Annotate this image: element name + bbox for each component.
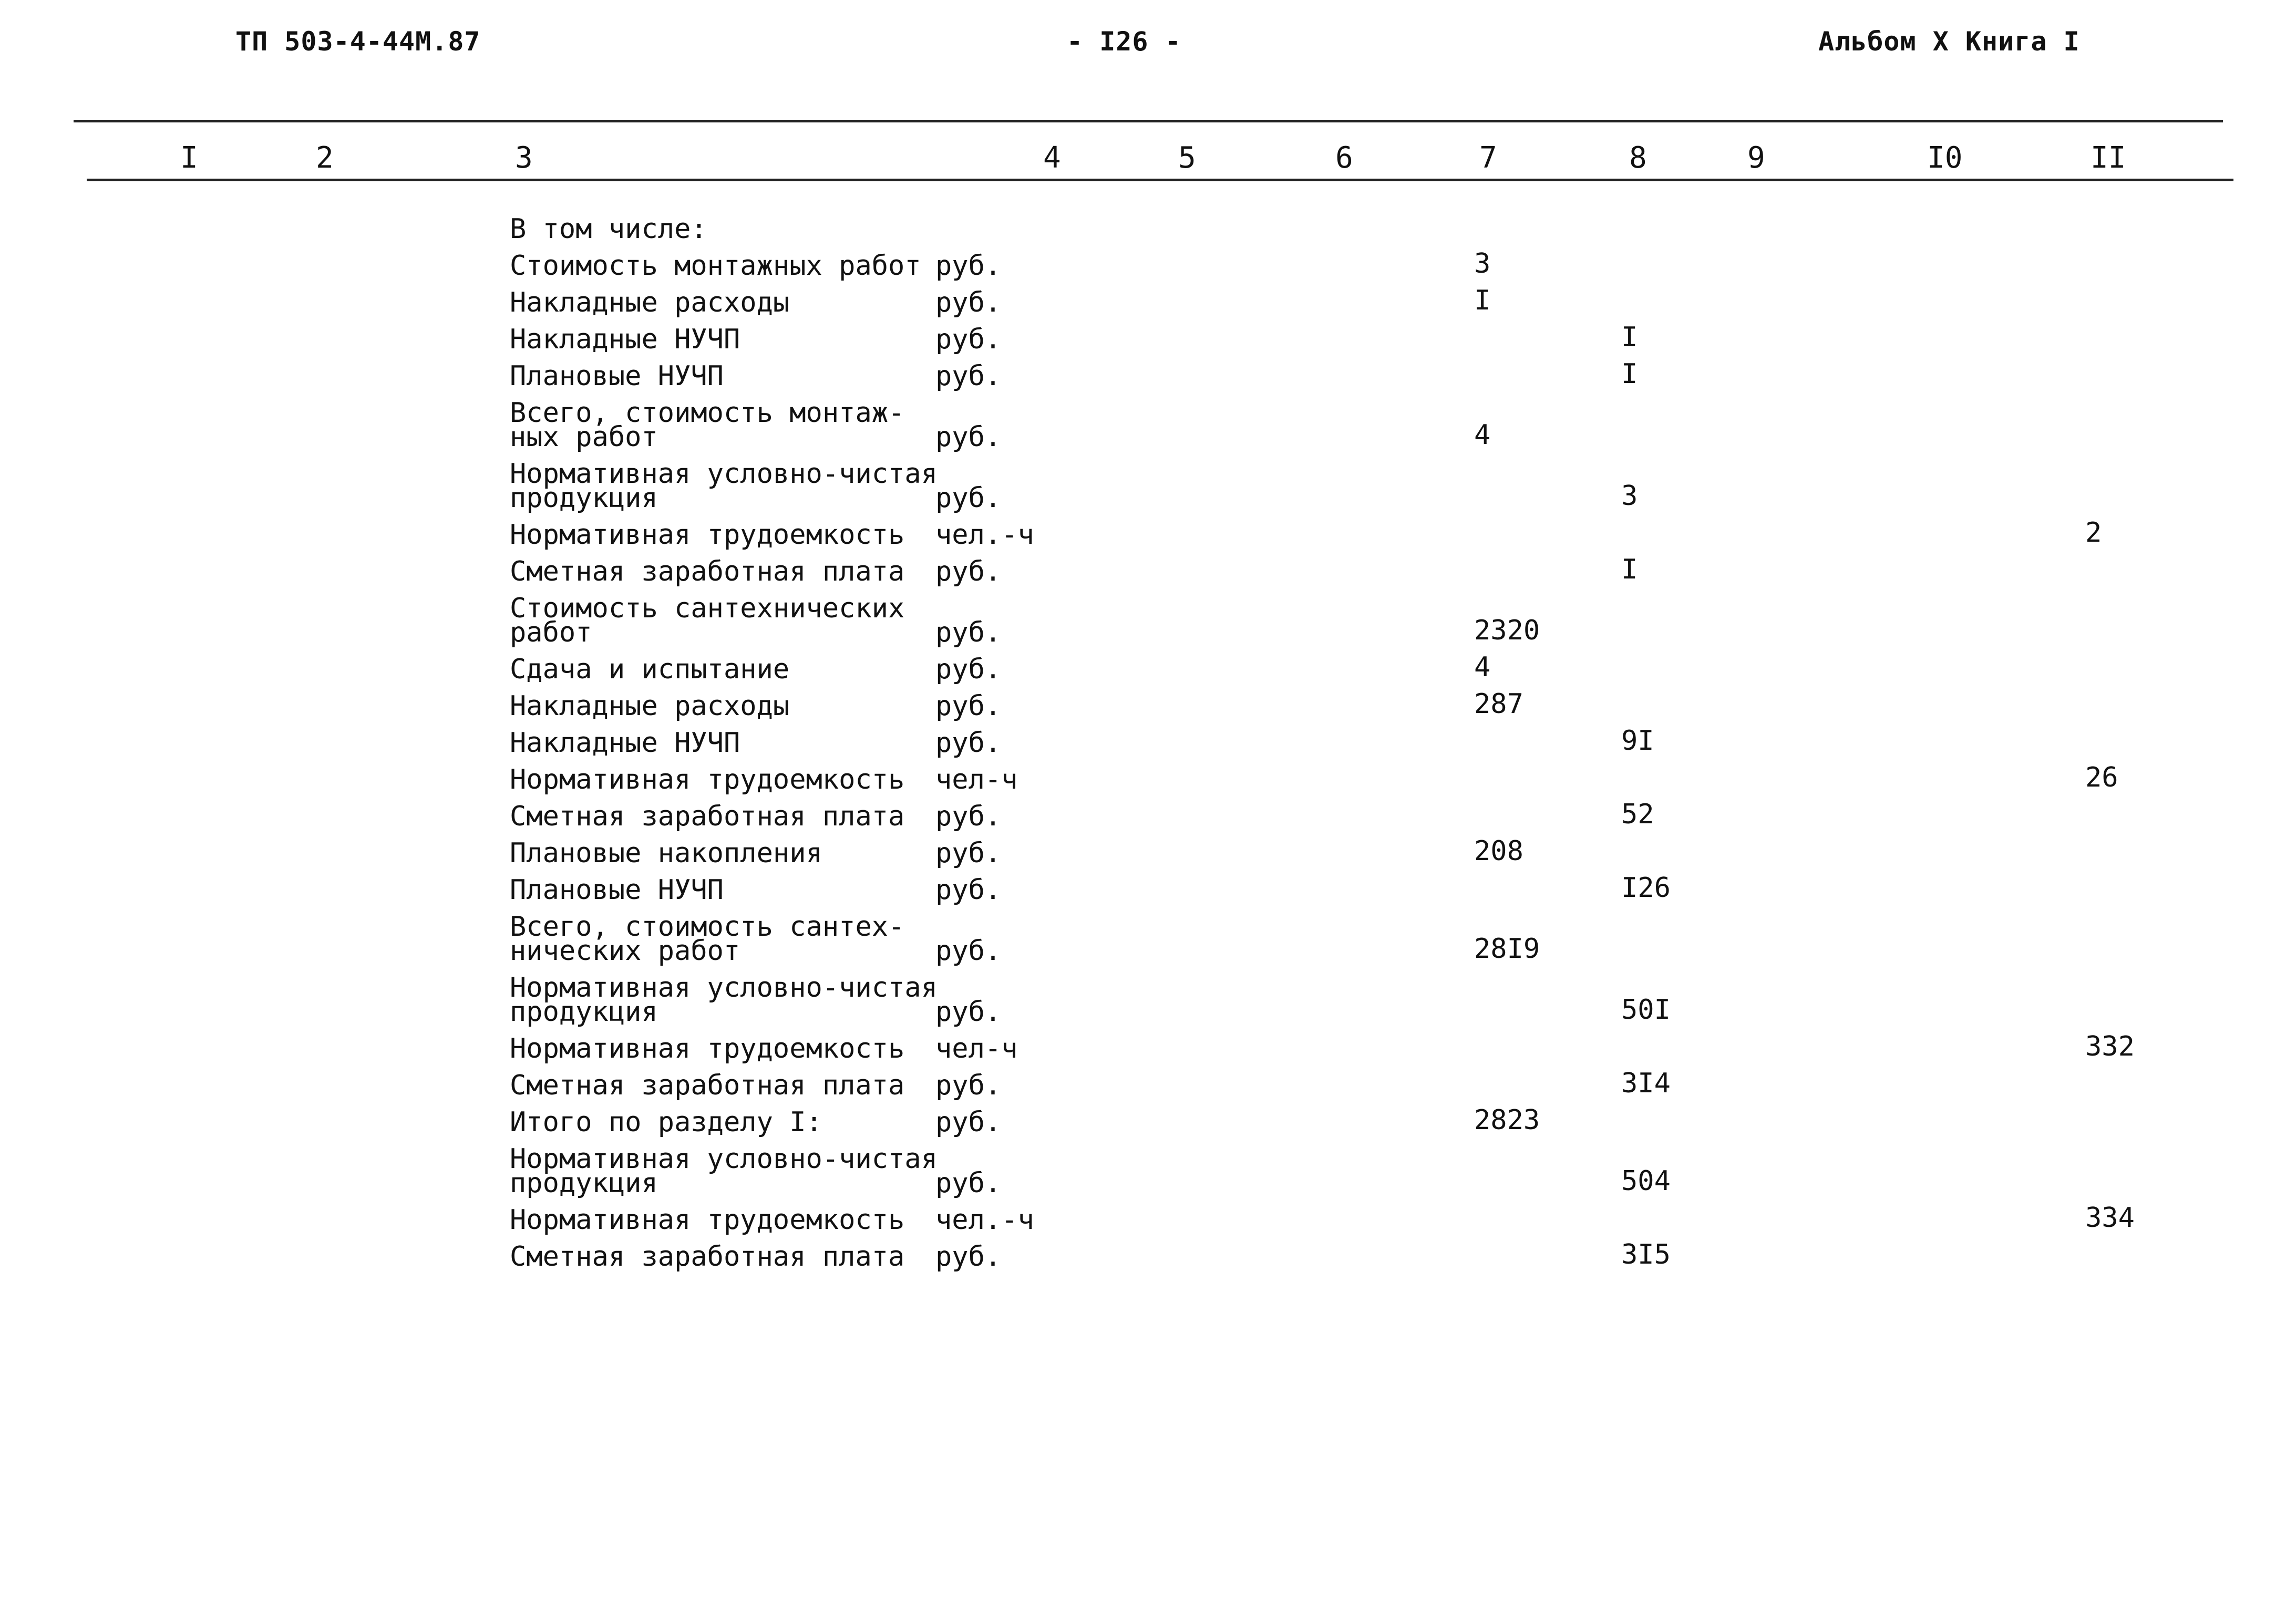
row-name: Всего, стоимость монтаж- <box>510 397 905 429</box>
col11-value: 332 <box>2085 1031 2135 1062</box>
row-name: Нормативная условно-чистая <box>510 1143 938 1175</box>
row-unit: руб. <box>935 727 1002 759</box>
table-top-rule <box>74 120 2223 122</box>
col8-value: I26 <box>1621 872 1671 904</box>
column-number-6: 6 <box>1335 141 1353 175</box>
album-book-label: Альбом X Книга I <box>1818 26 2080 57</box>
row-name: Стоимость монтажных работ <box>510 250 921 282</box>
col7-value: 2320 <box>1474 615 1540 646</box>
table-header-rule <box>87 179 2233 181</box>
row-unit: руб. <box>935 837 1002 869</box>
col7-value: 4 <box>1474 419 1491 451</box>
row-unit: руб. <box>935 482 1002 514</box>
row-unit: руб. <box>935 287 1002 318</box>
row-name: Итого по разделу I: <box>510 1107 822 1138</box>
row-unit: руб. <box>935 801 1002 832</box>
row-name: Стоимость сантехнических <box>510 593 905 624</box>
row-name: Нормативная трудоемкость <box>510 1033 905 1064</box>
column-number-2: 2 <box>316 141 334 175</box>
column-number-4: 4 <box>1043 141 1061 175</box>
row-name: Нормативная трудоемкость <box>510 1204 905 1236</box>
page-number: - I26 - <box>1067 26 1181 57</box>
col8-value: 50I <box>1621 994 1671 1026</box>
col8-value: 504 <box>1621 1165 1671 1197</box>
row-unit: руб. <box>935 360 1002 392</box>
col8-value: 9I <box>1621 725 1654 757</box>
row-name: Нормативная условно-чистая <box>510 972 938 1004</box>
row-name: продукция <box>510 996 658 1028</box>
col7-value: 208 <box>1474 835 1523 867</box>
row-unit: руб. <box>935 935 1002 967</box>
col7-value: 3 <box>1474 248 1491 280</box>
column-number-10: I0 <box>1927 141 1963 175</box>
row-unit: чел.-ч <box>935 519 1034 551</box>
column-number-3: 3 <box>515 141 533 175</box>
row-name: Всего, стоимость сантех- <box>510 911 905 943</box>
row-unit: руб. <box>935 556 1002 587</box>
col8-value: I <box>1621 358 1638 390</box>
row-name: Сдача и испытание <box>510 654 790 685</box>
col7-value: 4 <box>1474 652 1491 683</box>
row-name: продукция <box>510 482 658 514</box>
row-unit: руб. <box>935 421 1002 453</box>
row-unit: чел-ч <box>935 1033 1018 1064</box>
row-unit: руб. <box>935 617 1002 648</box>
col8-value: 3I4 <box>1621 1068 1671 1099</box>
row-unit: руб. <box>935 654 1002 685</box>
row-name: Нормативная трудоемкость <box>510 764 905 795</box>
row-name: Нормативная условно-чистая <box>510 458 938 490</box>
column-number-1: I <box>180 141 198 175</box>
row-name: Сметная заработная плата <box>510 556 905 587</box>
row-name: работ <box>510 617 592 648</box>
column-number-5: 5 <box>1178 141 1196 175</box>
row-name: ных работ <box>510 421 658 453</box>
row-unit: чел.-ч <box>935 1204 1034 1236</box>
col7-value: 28I9 <box>1474 933 1540 965</box>
row-name: Сметная заработная плата <box>510 1241 905 1273</box>
row-unit: руб. <box>935 874 1002 906</box>
col8-value: I <box>1621 554 1638 585</box>
col8-value: 3 <box>1621 480 1638 512</box>
col7-value: I <box>1474 285 1491 316</box>
col11-value: 334 <box>2085 1202 2135 1234</box>
row-unit: руб. <box>935 690 1002 722</box>
row-name: Нормативная трудоемкость <box>510 519 905 551</box>
col8-value: 52 <box>1621 799 1654 830</box>
column-number-7: 7 <box>1479 141 1497 175</box>
col7-value: 287 <box>1474 688 1523 720</box>
col8-value: 3I5 <box>1621 1239 1671 1270</box>
col11-value: 26 <box>2085 762 2118 793</box>
col8-value: I <box>1621 322 1638 353</box>
row-name: нических работ <box>510 935 740 967</box>
row-name: Накладные расходы <box>510 287 790 318</box>
row-unit: руб. <box>935 1241 1002 1273</box>
column-number-9: 9 <box>1747 141 1765 175</box>
row-name: Плановые НУЧП <box>510 360 724 392</box>
document-code: ТП 503-4-44М.87 <box>235 26 481 57</box>
row-unit: руб. <box>935 1070 1002 1101</box>
column-number-11: II <box>2091 141 2126 175</box>
row-name: Плановые НУЧП <box>510 874 724 906</box>
row-name: Накладные НУЧП <box>510 324 740 355</box>
col7-value: 2823 <box>1474 1104 1540 1136</box>
row-unit: чел-ч <box>935 764 1018 795</box>
col11-value: 2 <box>2085 517 2102 549</box>
row-unit: руб. <box>935 996 1002 1028</box>
row-unit: руб. <box>935 1167 1002 1199</box>
row-unit: руб. <box>935 1107 1002 1138</box>
row-unit: руб. <box>935 324 1002 355</box>
row-name: Плановые накопления <box>510 837 822 869</box>
row-name: продукция <box>510 1167 658 1199</box>
row-name: Накладные НУЧП <box>510 727 740 759</box>
row-name: Сметная заработная плата <box>510 801 905 832</box>
row-name: Сметная заработная плата <box>510 1070 905 1101</box>
row-name: Накладные расходы <box>510 690 790 722</box>
column-number-8: 8 <box>1629 141 1647 175</box>
row-unit: руб. <box>935 250 1002 282</box>
row-name: В том числе: <box>510 213 707 245</box>
